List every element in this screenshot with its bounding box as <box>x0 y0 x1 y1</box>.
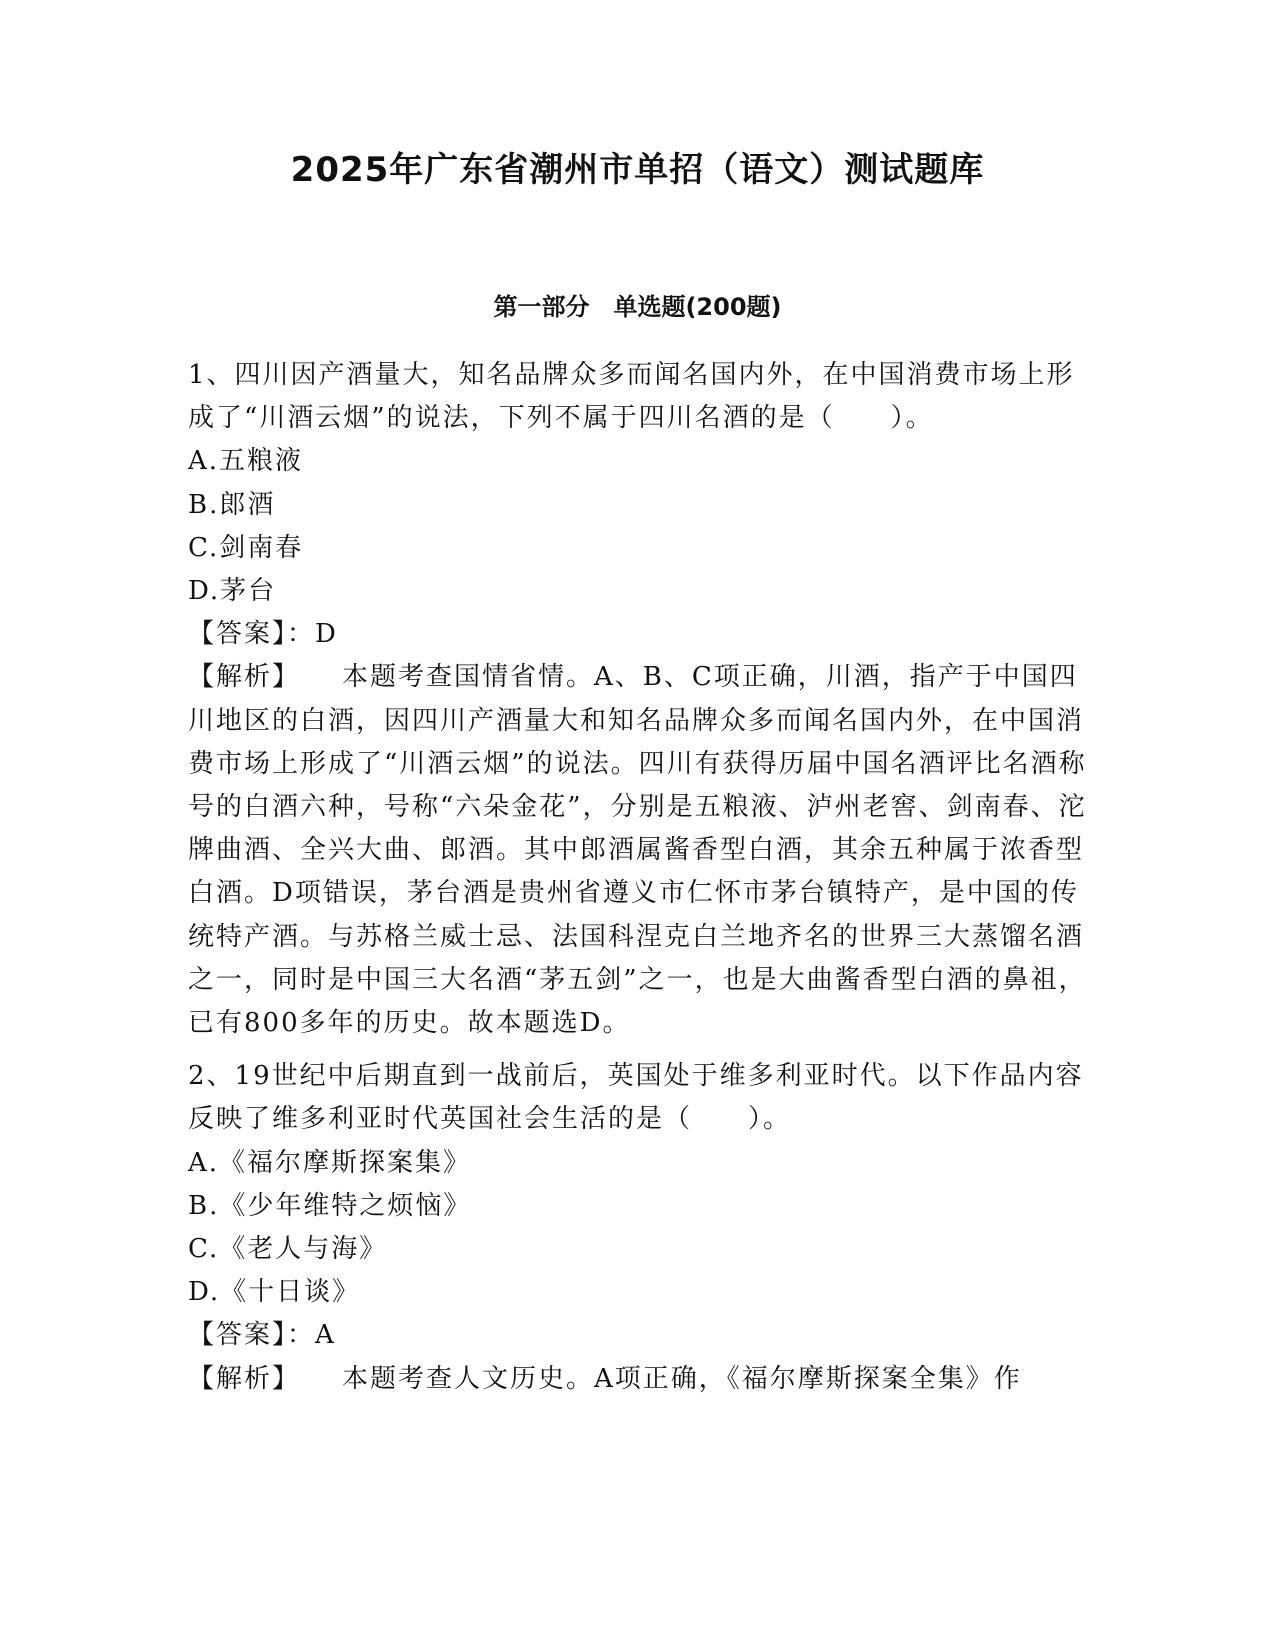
analysis-label: 【解析】 <box>188 1363 301 1394</box>
analysis-paragraph <box>188 656 1088 1045</box>
option-b: B.《少年维特之烦恼》 <box>188 1190 472 1221</box>
question-stem: 2、19世纪中后期直到一战前后，英国处于维多利亚时代。以下作品内容反映了维多利亚时代英国社会生活的是（ ）。 <box>188 1061 1084 1135</box>
option-a: A.《福尔摩斯探案集》 <box>188 1147 472 1178</box>
question-stem: 1、四川因产酒量大，知名品牌众多而闻名国内外，在中国消费市场上形成了“川酒云烟”的说法，下列不属于四川名酒的是（ ）。 <box>188 360 1075 434</box>
analysis-text: 本题考查人文历史。A项正确，《福尔摩斯探案全集》作 <box>342 1363 1022 1394</box>
question-2 <box>188 1055 1088 1401</box>
answer-value: A <box>315 1320 336 1351</box>
answer-value: D <box>315 619 338 650</box>
option-d: D.茅台 <box>188 576 277 607</box>
option-d: D.《十日谈》 <box>188 1277 361 1308</box>
option-c: C.剑南春 <box>188 532 304 563</box>
analysis-label: 【解析】 <box>188 662 301 693</box>
answer-line <box>188 1314 1088 1357</box>
option-b: B.郎酒 <box>188 489 276 520</box>
document-title: 2025年广东省潮州市单招（语文）测试题库 <box>290 150 985 190</box>
option-a: A.五粮液 <box>188 446 304 477</box>
answer-line <box>188 613 1088 656</box>
analysis-text: 本题考查国情省情。A、B、C项正确，川酒，指产于中国四川地区的白酒，因四川产酒量大和知名品牌众多而闻名国内外，在中国消费市场上形成了“川酒云烟”的说法。四川有获得历届中国名酒评比名酒称号的白酒六种，号称“六朵金花”，分别是五粮液、泸州老窖、剑南春、沱牌曲酒、全兴大曲、郎酒。其中郎酒属酱香型白酒，其余五种属于浓香型白酒。D项错误，茅台酒是贵州省遵义市仁怀市茅台镇特产，是中国的传统特产酒。与苏格兰威士忌、法国科涅克白兰地齐名的世界三大蒸馏名酒之一，同时是中国三大名酒“茅五剑”之一，也是大曲酱香型白酒的鼻祖，已有800多年的历史。故本题选D。 <box>188 662 1087 1039</box>
question-list <box>188 354 1088 1411</box>
analysis-paragraph <box>188 1358 1088 1401</box>
answer-label: 【答案】： <box>188 619 316 650</box>
question-1 <box>188 354 1088 1045</box>
answer-label: 【答案】： <box>188 1320 316 1351</box>
section-title: 第一部分 单选题(200题) <box>493 293 782 321</box>
option-c: C.《老人与海》 <box>188 1234 388 1265</box>
